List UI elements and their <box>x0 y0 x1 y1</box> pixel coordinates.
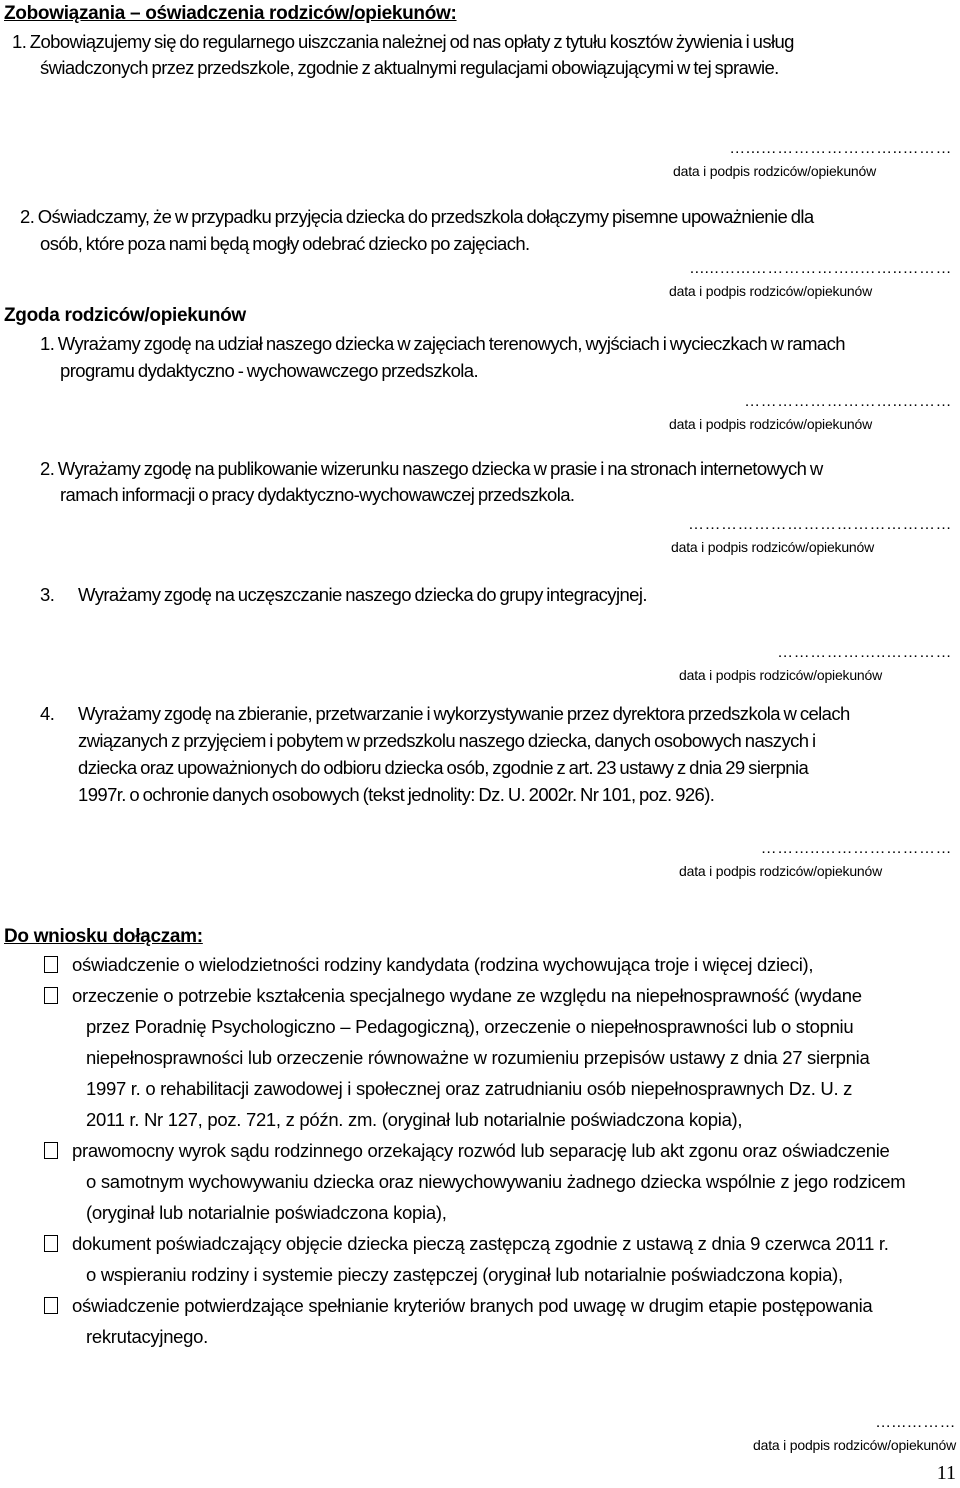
signature-block <box>679 840 952 880</box>
attachment-item <box>44 1136 890 1166</box>
attachment-item-line: 2011 r. Nr 127, poz. 721, z późn. zm. (oryginał lub notarialnie poświadczona kopia), <box>86 1109 743 1130</box>
signature-line: ………………..………… <box>777 644 952 661</box>
attachment-item-line: rekrutacyjnego. <box>86 1326 208 1347</box>
consent-1-line-1: 1. Wyrażamy zgodę na udział naszego dziecka w zajęciach terenowych, wyjściach i wycieczkach w ramach <box>40 333 845 354</box>
signature-label: data i podpis rodziców/opiekunów <box>669 416 872 432</box>
signature-block <box>671 516 952 556</box>
signature-label: data i podpis rodziców/opiekunów <box>753 1437 956 1453</box>
consent-4-line-2: związanych z przyjęciem i pobytem w przedszkolu naszego dziecka, danych osobowych naszych i <box>78 730 816 751</box>
attachments-heading: Do wniosku dołączam: <box>4 926 203 947</box>
consent-3-number: 3. <box>40 584 55 605</box>
signature-line: ………..…………………… <box>760 840 952 857</box>
signature-block <box>679 644 952 684</box>
signature-label: data i podpis rodziców/opiekunów <box>673 163 876 179</box>
signature-line: ......…...………………..……..……… <box>689 260 952 277</box>
consent-2-line-1: 2. Wyrażamy zgodę na publikowanie wizerunku naszego dziecka w prasie i na stronach internetowych w <box>40 458 823 479</box>
attachment-item-line: orzeczenie o potrzebie kształcenia specjalnego wydane ze względu na niepełnosprawność (wydane <box>72 985 862 1006</box>
signature-label: data i podpis rodziców/opiekunów <box>671 539 874 555</box>
checkbox-icon[interactable] <box>44 987 58 1004</box>
attachment-item-line: (oryginał lub notarialnie poświadczona kopia), <box>86 1202 447 1223</box>
signature-label: data i podpis rodziców/opiekunów <box>679 667 882 683</box>
attachment-item-line: o samotnym wychowywaniu dziecka oraz niewychowywaniu żadnego dziecka wspólnie z jego rodzicem <box>86 1171 906 1192</box>
consent-3-text: Wyrażamy zgodę na uczęszczanie naszego dziecka do grupy integracyjnej. <box>78 584 647 605</box>
obligation-2-line-1: 2. Oświadczamy, że w przypadku przyjęcia dziecka do przedszkola dołączymy pisemne upoważnienie dla <box>20 206 814 227</box>
signature-label: data i podpis rodziców/opiekunów <box>669 283 872 299</box>
consent-4-line-3: dziecka oraz upoważnionych do odbioru dziecka osób, zgodnie z art. 23 ustawy z dnia 29 sierpnia <box>78 757 809 778</box>
signature-line: ………………………………………… <box>688 516 952 533</box>
consent-4-number: 4. <box>40 703 55 724</box>
attachment-item <box>44 1229 889 1259</box>
signature-block <box>753 1414 956 1454</box>
checkbox-icon[interactable] <box>44 1142 58 1159</box>
section-heading-consents: Zgoda rodziców/opiekunów <box>4 305 246 326</box>
section-heading-obligations: Zobowiązania – oświadczenia rodziców/opiekunów: <box>4 3 457 24</box>
attachment-item-line: przez Poradnię Psychologiczno – Pedagogiczną), orzeczenie o niepełnosprawności lub o stopniu <box>86 1016 854 1037</box>
attachment-item <box>44 981 862 1011</box>
signature-label: data i podpis rodziców/opiekunów <box>679 863 882 879</box>
attachment-item-line: oświadczenie potwierdzające spełnianie kryteriów branych pod uwagę w drugim etapie postępowania <box>72 1295 873 1316</box>
attachment-item-line: prawomocny wyrok sądu rodzinnego orzekający rozwód lub separację lub akt zgonu oraz oświadczenie <box>72 1140 890 1161</box>
signature-line: …...……… <box>875 1414 956 1431</box>
consent-4-line-1: Wyrażamy zgodę na zbieranie, przetwarzanie i wykorzystywanie przez dyrektora przedszkola w celach <box>78 703 850 724</box>
obligation-2-line-2: osób, które poza nami będą mogły odebrać dziecko po zajęciach. <box>40 233 530 254</box>
attachment-item <box>44 950 813 980</box>
consent-1-line-2: programu dydaktyczno - wychowawczego przedszkola. <box>60 360 478 381</box>
checkbox-icon[interactable] <box>44 1235 58 1252</box>
attachment-item-line: o wspieraniu rodziny i systemie pieczy zastępczej (oryginał lub notarialnie poświadczona kopia), <box>86 1264 843 1285</box>
attachment-item-line: 1997 r. o rehabilitacji zawodowej i społecznej oraz zatrudnianiu osób niepełnosprawnych Dz. U. z <box>86 1078 853 1099</box>
page-number: 11 <box>936 1462 956 1484</box>
attachment-item-line: dokument poświadczający objęcie dziecka pieczą zastępczą zgodnie z ustawą z dnia 9 czerwca 2011 r. <box>72 1233 889 1254</box>
signature-block <box>669 260 952 300</box>
consent-4-line-4: 1997r. o ochronie danych osobowych (tekst jednolity: Dz. U. 2002r. Nr 101, poz. 926). <box>78 784 715 805</box>
checkbox-icon[interactable] <box>44 1297 58 1314</box>
signature-line: …...……………………..……… <box>729 140 952 157</box>
signature-block <box>669 393 952 433</box>
signature-block <box>673 140 952 180</box>
obligation-1-line-2: świadczonych przez przedszkole, zgodnie z aktualnymi regulacjami obowiązującymi w tej sprawie. <box>40 57 779 78</box>
checkbox-icon[interactable] <box>44 956 58 973</box>
attachment-item-line: oświadczenie o wielodzietności rodziny kandydata (rodzina wychowująca troje i więcej dzieci), <box>72 954 814 975</box>
attachment-item <box>44 1291 872 1321</box>
signature-line: ………………………..……… <box>744 393 952 410</box>
consent-2-line-2: ramach informacji o pracy dydaktyczno-wychowawczej przedszkola. <box>60 484 575 505</box>
attachment-item-line: niepełnosprawności lub orzeczenie równoważne w rozumieniu przepisów ustawy z dnia 27 sierpnia <box>86 1047 870 1068</box>
obligation-1-line-1: 1. Zobowiązujemy się do regularnego uiszczania należnej od nas opłaty z tytułu kosztów żywienia i usług <box>12 31 794 52</box>
